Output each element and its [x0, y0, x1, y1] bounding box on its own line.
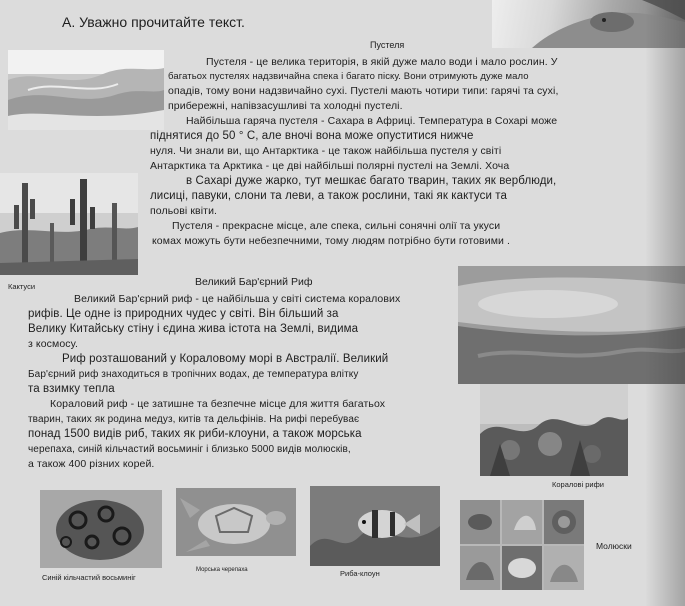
- coral-sea-photo: [458, 266, 685, 384]
- desert-line: нуля. Чи знали ви, що Антарктика - це також найбільша пустеля у світі: [150, 145, 502, 157]
- desert-text: [150, 55, 616, 249]
- reef-line: Великий Бар'єрний риф - це найбільша у світі система коралових: [74, 293, 401, 305]
- desert-dunes-photo: [8, 50, 164, 130]
- cacti-photo: [0, 173, 138, 275]
- desert-line: піднятися до 50 ° С, але вночі вона може опуститися нижче: [150, 130, 474, 142]
- desert-line: лисиці, павуки, слони та леви, а також рослини, такі як кактуси та: [150, 190, 508, 202]
- reef-line: Бар'єрний риф знаходиться в тропічних водах, де температура влітку: [28, 369, 359, 380]
- desert-line: Найбільша гаряча пустеля - Сахара в Африці. Температура в Сохарі може: [186, 115, 558, 127]
- coral-reef-photo: [480, 384, 628, 476]
- reef-text: [28, 292, 478, 472]
- turtle-photo: [176, 488, 296, 556]
- desert-line: багатьох пустелях надзвичайна спека і багато піску. Вони отримують дуже мало: [168, 71, 529, 82]
- reef-line: Риф розташований у Кораловому морі в Австралії. Великий: [62, 353, 389, 365]
- camel-photo: [492, 0, 685, 48]
- task-heading: А. Уважно прочитайте текст.: [62, 14, 245, 30]
- caption-clownfish: Риба-клоун: [340, 569, 380, 578]
- reef-line: Кораловий риф - це затишне та безпечне місце для життя багатьох: [50, 398, 386, 410]
- reef-title: Великий Бар'єрний Риф: [195, 276, 313, 288]
- reef-line: черепаха, синій кільчастий восьминіг і близько 5000 видів молюсків,: [28, 444, 351, 455]
- mollusks-photo: [460, 500, 584, 590]
- reef-line: з космосу.: [28, 338, 78, 350]
- reef-line: та взимку тепла: [28, 383, 115, 395]
- desert-title: Пустеля: [370, 40, 405, 50]
- reef-line: Велику Китайську стіну і єдина жива істота на Землі, видима: [28, 323, 359, 335]
- caption-turtle: Морська черепаха: [196, 567, 248, 573]
- caption-cacti: Кактуси: [8, 282, 36, 291]
- caption-octopus: Синій кільчастий восьминіг: [42, 573, 136, 582]
- desert-line: Антарктика та Арктика - це дві найбільші полярні пустелі на Землі. Хоча: [150, 160, 510, 172]
- caption-mollusks: Молюски: [596, 541, 632, 551]
- desert-line: Пустеля - прекрасне місце, але спека, сильні сонячні олії та укуси: [172, 220, 501, 232]
- clownfish-photo: [310, 486, 440, 566]
- desert-line: прибережні, напівзасушливі та холодні пустелі.: [168, 100, 403, 112]
- desert-line: Пустеля - це велика територія, в якій дуже мало води і мало рослин. У: [206, 56, 558, 68]
- reef-line: а також 400 різних корей.: [28, 458, 155, 470]
- desert-line: в Сахарі дуже жарко, тут мешкає багато тварин, таких як верблюди,: [186, 175, 557, 187]
- reef-line: тварин, таких як родина медуз, китів та дельфінів. На рифі перебуває: [28, 414, 360, 425]
- octopus-photo: [40, 490, 162, 568]
- caption-corals: Коралові рифи: [552, 480, 604, 489]
- desert-line: польові квіти.: [150, 205, 218, 217]
- reef-line: рифів. Це одне із природних чудес у світі. Він більший за: [28, 308, 339, 320]
- desert-line: опадів, тому вони надзвичайно сухі. Пустелі мають чотири типи: гарячі та сухі,: [168, 85, 559, 97]
- desert-line: комах можуть бути небезпечними, тому людям потрібно бути готовими .: [152, 235, 511, 247]
- reef-line: понад 1500 видів риб, таких як риби-клоуни, а також морська: [28, 428, 362, 440]
